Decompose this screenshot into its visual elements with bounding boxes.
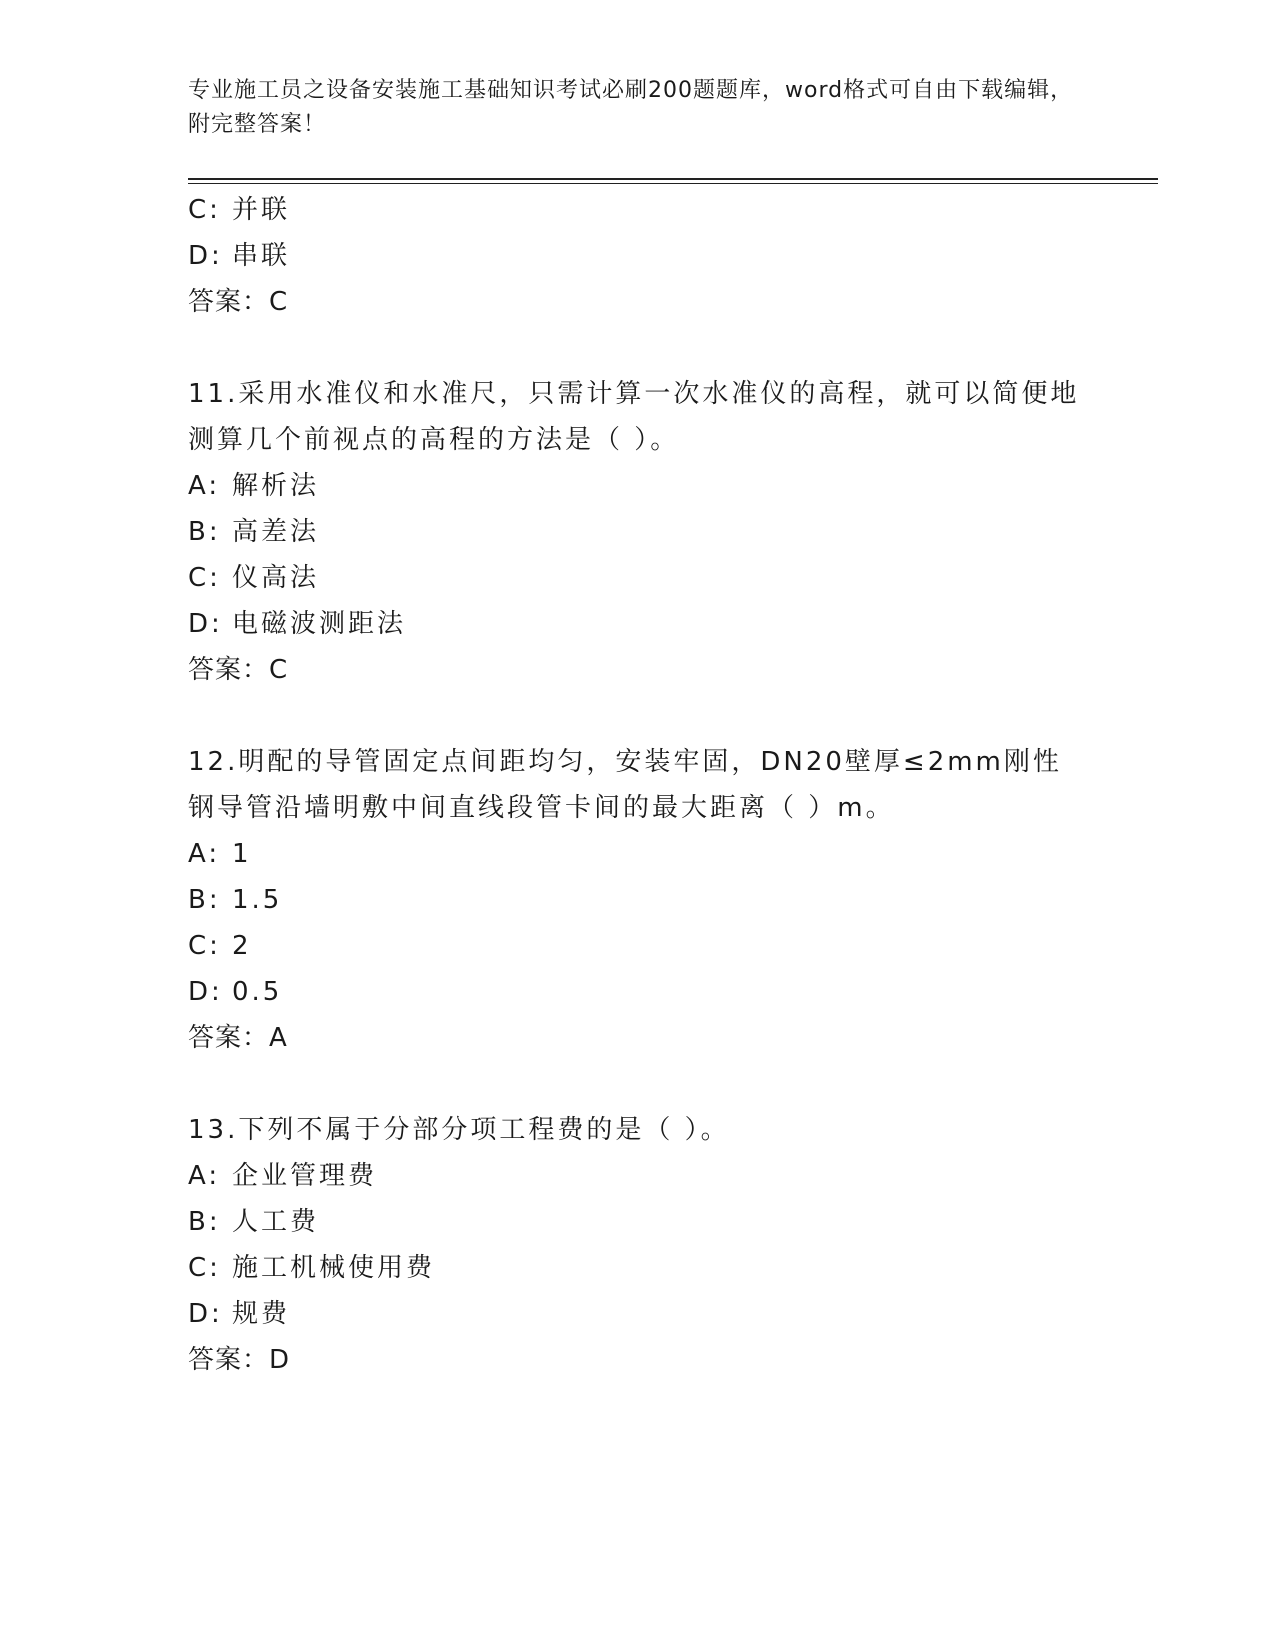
question-block — [188, 1107, 1088, 1383]
option-b: B: 高差法 — [188, 517, 320, 547]
answer-line: 答案：A — [188, 1023, 288, 1053]
option-b: B: 人工费 — [188, 1207, 320, 1237]
option-c: C: 施工机械使用费 — [188, 1253, 436, 1283]
option-b: B: 1.5 — [188, 885, 283, 915]
option-d: D: 串联 — [188, 241, 291, 271]
option-a: A: 解析法 — [188, 471, 320, 501]
answer-line: 答案：D — [188, 1345, 291, 1375]
question-stem: 12.明配的导管固定点间距均匀，安装牢固，DN20壁厚≤2mm刚性钢导管沿墙明敷中间直线段管卡间的最大距离（ ）m。 — [188, 747, 1062, 823]
document-header: 专业施工员之设备安装施工基础知识考试必刷200题题库，word格式可自由下载编辑，附完整答案！ — [188, 78, 1074, 137]
option-c: C: 2 — [188, 931, 252, 961]
question-stem: 13.下列不属于分部分项工程费的是（ ）。 — [188, 1115, 730, 1145]
option-d: D: 电磁波测距法 — [188, 609, 407, 639]
header-rule-thick — [188, 178, 1158, 180]
answer-line: 答案：C — [188, 655, 289, 685]
question-list — [188, 187, 1088, 1383]
question-stem: 11.采用水准仪和水准尺，只需计算一次水准仪的高程，就可以简便地测算几个前视点的高程的方法是（ ）。 — [188, 379, 1080, 455]
option-c: C: 并联 — [188, 195, 291, 225]
question-block — [188, 187, 1088, 325]
question-block — [188, 739, 1088, 1061]
option-a: A: 企业管理费 — [188, 1161, 378, 1191]
question-block — [188, 371, 1088, 693]
option-d: D: 规费 — [188, 1299, 291, 1329]
option-d: D: 0.5 — [188, 977, 283, 1007]
answer-line: 答案：C — [188, 287, 289, 317]
option-a: A: 1 — [188, 839, 252, 869]
option-c: C: 仪高法 — [188, 563, 320, 593]
header-rule-thin — [188, 183, 1158, 184]
